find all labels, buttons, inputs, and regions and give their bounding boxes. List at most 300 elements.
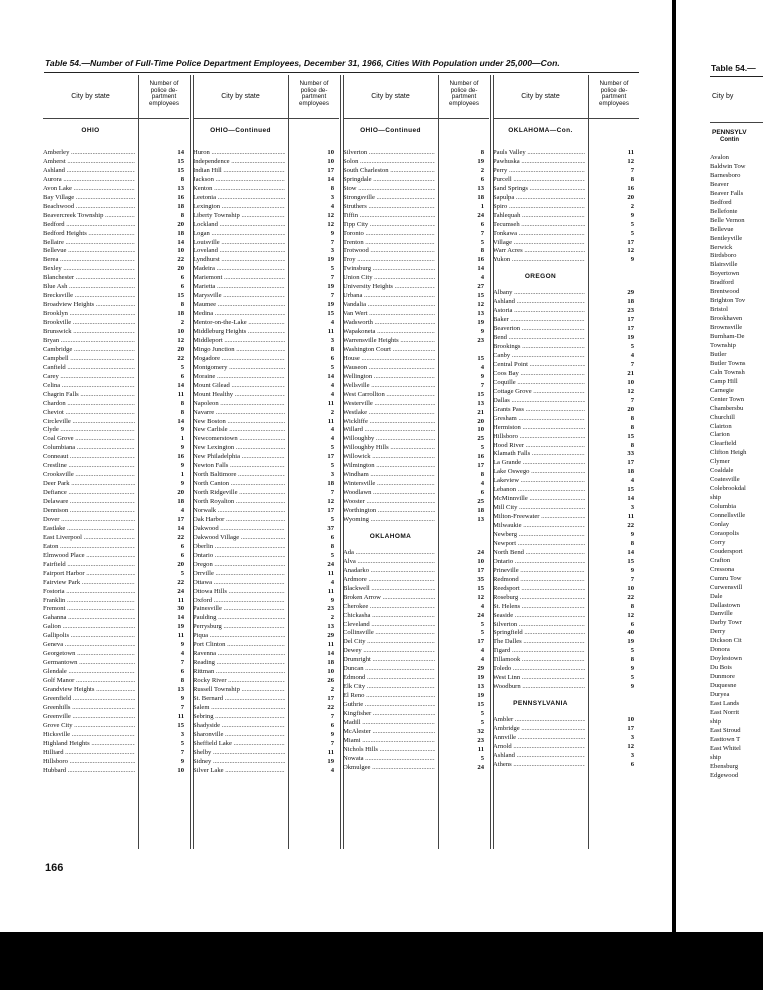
city-name: Hood River ..... xyxy=(493,441,585,450)
table-row xyxy=(43,542,189,551)
employee-count: 19 xyxy=(627,334,634,342)
city-name: Lockland ..... xyxy=(193,220,285,229)
title-rule xyxy=(44,72,639,73)
header-employees-line: Number of xyxy=(449,80,479,87)
employee-count: 3 xyxy=(630,734,634,741)
employee-count: 22 xyxy=(627,522,634,530)
table-row xyxy=(193,685,339,694)
table-row xyxy=(493,539,639,548)
employee-count: 12 xyxy=(477,593,484,601)
table-row xyxy=(193,434,339,443)
table-row xyxy=(493,628,639,637)
table-row xyxy=(193,730,339,739)
city-name: Boyertown xyxy=(710,270,740,278)
table-row xyxy=(343,718,489,727)
city-name: Struthers ..... xyxy=(343,202,435,211)
employee-count: 14 xyxy=(627,548,634,556)
table-row xyxy=(43,506,189,515)
header-employees-line: employees xyxy=(599,99,629,107)
table-row xyxy=(193,703,339,712)
table-row xyxy=(710,627,763,636)
city-name: Campbell ..... xyxy=(43,354,135,363)
city-name: Ashland ..... xyxy=(493,297,585,306)
city-name: East Liverpool ..... xyxy=(43,533,135,542)
header-employees-line: Number of xyxy=(149,80,179,87)
employee-count: 10 xyxy=(177,328,184,335)
employee-count: 18 xyxy=(627,468,634,476)
table-row xyxy=(710,654,763,663)
employee-count: 17 xyxy=(627,459,634,467)
table-row xyxy=(343,363,489,372)
city-name: Mill City ..... xyxy=(493,503,585,512)
employee-count: 23 xyxy=(477,336,484,344)
table-row xyxy=(493,432,639,441)
employee-count: 12 xyxy=(627,742,634,750)
city-name: Brighton Tov xyxy=(710,297,746,305)
table-row xyxy=(493,557,639,566)
table-row xyxy=(493,566,639,575)
employee-count: 11 xyxy=(177,632,184,640)
city-name: Brooklyn ..... xyxy=(43,309,135,318)
city-name: Tillamook ..... xyxy=(493,655,585,664)
table-row xyxy=(193,640,339,649)
employee-count: 1 xyxy=(480,202,484,210)
table-row xyxy=(343,488,489,497)
table-row xyxy=(43,631,189,640)
employee-count: 17 xyxy=(327,166,334,174)
employee-count: 33 xyxy=(627,450,634,458)
employee-count: 12 xyxy=(327,498,334,506)
employee-count: 6 xyxy=(630,620,634,628)
table-row xyxy=(343,754,489,763)
employee-count: 10 xyxy=(477,557,484,565)
table-row xyxy=(193,766,339,775)
table-block-4 xyxy=(493,75,644,855)
table-row xyxy=(710,332,763,341)
employee-count: 18 xyxy=(177,310,184,318)
table-row xyxy=(343,637,489,646)
table-row xyxy=(343,584,489,593)
city-name: Cherokee ..... xyxy=(343,602,435,611)
employee-count: 2 xyxy=(330,408,334,416)
employee-count: 20 xyxy=(177,489,184,497)
table-row xyxy=(710,645,763,654)
employee-count: 8 xyxy=(330,345,334,353)
employee-count: 3 xyxy=(630,504,634,512)
employee-count: 4 xyxy=(330,435,334,443)
employee-count: 32 xyxy=(477,727,484,735)
city-name: House ..... xyxy=(343,354,435,363)
table-row xyxy=(710,618,763,627)
table-row xyxy=(343,691,489,700)
table-row xyxy=(343,175,489,184)
city-name: Tipp City ..... xyxy=(343,220,435,229)
header-rule xyxy=(343,118,489,119)
city-name: Reading ..... xyxy=(193,658,285,667)
table-row xyxy=(710,466,763,475)
state-heading: OHIO—Continued xyxy=(360,127,421,134)
city-name: Bellaire ..... xyxy=(43,238,135,247)
table-row xyxy=(193,551,339,560)
table-row xyxy=(493,458,639,467)
city-name: Sand Springs ..... xyxy=(493,184,585,193)
employee-count: 14 xyxy=(627,495,634,503)
city-name: Eaton ..... xyxy=(43,542,135,551)
city-name: Bellevue ..... xyxy=(43,246,135,255)
city-name: Duncan ..... xyxy=(343,664,435,673)
table-row xyxy=(710,162,763,171)
table-row xyxy=(710,753,763,762)
city-name: Seaside ..... xyxy=(493,611,585,620)
table-row xyxy=(710,243,763,252)
table-row xyxy=(493,742,639,751)
employee-count: 15 xyxy=(177,157,184,165)
city-name: Gahanna ..... xyxy=(43,613,135,622)
city-name: Darby Towr xyxy=(710,619,742,627)
city-name: Navarre ..... xyxy=(193,408,285,417)
employee-count: 16 xyxy=(477,453,484,461)
employee-count: 14 xyxy=(177,417,184,425)
table-row xyxy=(343,434,489,443)
city-name: Cottage Grove ..... xyxy=(493,387,585,396)
employee-count: 5 xyxy=(630,674,634,682)
employee-count: 29 xyxy=(477,665,484,673)
city-name: Columbiana ..... xyxy=(43,443,135,452)
city-name: ship xyxy=(710,494,721,502)
employee-count: 18 xyxy=(177,498,184,506)
city-name: Cressona xyxy=(710,565,735,573)
header-city: City by xyxy=(712,93,734,100)
table-row xyxy=(43,443,189,452)
header-employees-line: partment xyxy=(301,93,327,101)
city-name: Woodlawn ..... xyxy=(343,488,435,497)
table-row xyxy=(43,757,189,766)
table-row xyxy=(343,443,489,452)
employee-count: 19 xyxy=(327,283,334,291)
table-row xyxy=(710,547,763,556)
table-row xyxy=(43,712,189,721)
employee-count: 10 xyxy=(327,149,334,156)
city-name: Tigard ..... xyxy=(493,646,585,655)
city-name: Anadarko ..... xyxy=(343,566,435,575)
city-name: West Linn ..... xyxy=(493,673,585,682)
table-row xyxy=(193,354,339,363)
employee-count: 10 xyxy=(627,584,634,592)
table-row xyxy=(493,724,639,733)
table-row xyxy=(493,494,639,503)
city-name: Newberg ..... xyxy=(493,530,585,539)
table-row xyxy=(710,735,763,744)
table-row xyxy=(193,148,339,157)
table-row xyxy=(710,260,763,269)
city-name: Edgewood xyxy=(710,771,739,779)
table-row xyxy=(193,372,339,381)
employee-count: 5 xyxy=(330,515,334,523)
employee-count: 9 xyxy=(330,596,334,604)
employee-count: 20 xyxy=(177,560,184,568)
table-row xyxy=(493,715,639,724)
table-row xyxy=(193,488,339,497)
employee-count: 2 xyxy=(630,202,634,210)
employee-count: 12 xyxy=(477,301,484,309)
table-row xyxy=(343,557,489,566)
table-row xyxy=(193,264,339,273)
city-name: Independence ..... xyxy=(193,157,285,166)
city-name: Gallipolis ..... xyxy=(43,631,135,640)
table-row xyxy=(710,502,763,511)
city-name: La Grande ..... xyxy=(493,458,585,467)
header-employees-line: Number of xyxy=(299,80,329,87)
city-name: Ardmore ..... xyxy=(343,575,435,584)
city-name: Coquille ..... xyxy=(493,378,585,387)
employee-count: 7 xyxy=(330,274,334,282)
city-name: North Ridgeville ..... xyxy=(193,488,285,497)
city-name: Easttown T xyxy=(710,735,741,743)
employee-count: 8 xyxy=(630,423,634,431)
city-name: St. Bernard ..... xyxy=(193,694,285,703)
city-name: Trotwood ..... xyxy=(343,246,435,255)
table-row xyxy=(43,354,189,363)
table-row xyxy=(493,288,639,297)
employee-count: 2 xyxy=(480,166,484,174)
table-row xyxy=(710,278,763,287)
employee-count: 11 xyxy=(327,587,334,595)
table-row xyxy=(710,251,763,260)
employee-count: 16 xyxy=(477,256,484,264)
employee-count: 19 xyxy=(327,757,334,765)
table-row xyxy=(710,475,763,484)
city-name: Beaver Falls xyxy=(710,189,744,197)
table-row xyxy=(43,479,189,488)
table-row xyxy=(493,220,639,229)
table-row xyxy=(43,211,189,220)
city-name: Wilmington ..... xyxy=(343,461,435,470)
table-row xyxy=(43,461,189,470)
employee-count: 11 xyxy=(627,149,634,156)
table-title: Table 54.—Number of Full-Time Police Department Employees, December 31, 1966, Cities With Population under 25,000—Con. xyxy=(45,58,560,68)
city-name: Deer Park ..... xyxy=(43,479,135,488)
table-row xyxy=(343,399,489,408)
employee-count: 19 xyxy=(477,692,484,700)
table-row xyxy=(343,727,489,736)
table-row xyxy=(343,425,489,434)
table-row xyxy=(193,587,339,596)
table-row xyxy=(43,238,189,247)
table-row xyxy=(710,762,763,771)
table-row xyxy=(193,497,339,506)
city-name: Mingo Junction ..... xyxy=(193,345,285,354)
table-row xyxy=(493,255,639,264)
employee-count: 9 xyxy=(180,444,184,452)
header-employees-line: police de- xyxy=(150,86,178,94)
city-name: Bentleyville xyxy=(710,234,743,242)
city-name: Curwensvill xyxy=(710,583,743,591)
city-name: Mariemont ..... xyxy=(193,273,285,282)
table-row xyxy=(43,596,189,605)
employee-count: 14 xyxy=(177,614,184,622)
city-name: Ashland ..... xyxy=(493,751,585,760)
table-row xyxy=(493,611,639,620)
city-name: Sheffield Lake ..... xyxy=(193,739,285,748)
header-employees-line: police de- xyxy=(300,86,328,94)
city-name: Golf Manor ..... xyxy=(43,676,135,685)
employee-count: 2 xyxy=(330,614,334,622)
employee-count: 21 xyxy=(477,408,484,416)
table-row xyxy=(43,748,189,757)
header-rule xyxy=(193,118,339,119)
employee-count: 18 xyxy=(477,193,484,201)
table-row xyxy=(193,327,339,336)
table-row xyxy=(43,184,189,193)
table-row xyxy=(43,157,189,166)
city-name: Shadyside ..... xyxy=(193,721,285,730)
table-row xyxy=(710,601,763,610)
city-name: East Lands xyxy=(710,699,740,707)
state-heading-continued: Contin xyxy=(720,137,739,143)
table-row xyxy=(193,300,339,309)
employee-count: 7 xyxy=(330,292,334,300)
employee-count: 27 xyxy=(477,283,484,291)
city-name: Hermiston ..... xyxy=(493,423,585,432)
table-row xyxy=(493,467,639,476)
table-row xyxy=(343,682,489,691)
city-name: Greenfield ..... xyxy=(43,694,135,703)
table-row xyxy=(710,565,763,574)
city-name: Birdsboro xyxy=(710,252,737,260)
city-name: Brownsville xyxy=(710,324,743,332)
city-name: Clyde ..... xyxy=(43,425,135,434)
city-name: Ebensburg xyxy=(710,762,739,770)
employee-count: 7 xyxy=(480,381,484,389)
city-name: Indian Hill ..... xyxy=(193,166,285,175)
city-name: Hicksville ..... xyxy=(43,730,135,739)
employee-count: 14 xyxy=(327,650,334,658)
table-row xyxy=(343,452,489,461)
right-table-block xyxy=(712,75,763,855)
city-name: Clymer xyxy=(710,458,730,466)
table-row xyxy=(710,207,763,216)
employee-count: 13 xyxy=(177,686,184,693)
table-row xyxy=(493,229,639,238)
employee-count: 17 xyxy=(627,325,634,333)
table-row xyxy=(43,372,189,381)
city-name: Prineville ..... xyxy=(493,566,585,575)
table-row xyxy=(43,694,189,703)
table-row xyxy=(193,721,339,730)
city-name: Elk City ..... xyxy=(343,682,435,691)
city-name: Woodburn ..... xyxy=(493,682,585,691)
city-name: Wadsworth ..... xyxy=(343,318,435,327)
table-row xyxy=(493,655,639,664)
table-row xyxy=(493,646,639,655)
employee-count: 10 xyxy=(477,426,484,434)
table-row xyxy=(710,708,763,717)
city-name: Tiffin ..... xyxy=(343,211,435,220)
table-row xyxy=(493,682,639,691)
city-name: New Lexington ..... xyxy=(193,443,285,452)
city-name: Bryan ..... xyxy=(43,336,135,345)
table-row xyxy=(343,309,489,318)
city-name: Napoleon ..... xyxy=(193,399,285,408)
employee-count: 9 xyxy=(630,256,634,264)
city-name: Liberty Township ..... xyxy=(193,211,285,220)
city-name: The Dalles ..... xyxy=(493,637,585,646)
city-name: Delaware ..... xyxy=(43,497,135,506)
table-row xyxy=(193,542,339,551)
table-row xyxy=(710,511,763,520)
table-row xyxy=(493,175,639,184)
table-row xyxy=(43,667,189,676)
city-name: Ottowa Hills ..... xyxy=(193,587,285,596)
table-row xyxy=(43,721,189,730)
city-name: Grandview Heights ..... xyxy=(43,685,135,694)
employee-count: 7 xyxy=(630,575,634,583)
table-row xyxy=(493,148,639,157)
city-name: Celina ..... xyxy=(43,381,135,390)
table-row xyxy=(493,584,639,593)
table-row xyxy=(493,351,639,360)
city-name: Bellevue xyxy=(710,225,734,233)
city-name: University Heights ..... xyxy=(343,282,435,291)
employee-count: 11 xyxy=(177,596,184,604)
city-name: Village ..... xyxy=(493,238,585,247)
city-name: Bellefonte xyxy=(710,207,738,215)
table-row xyxy=(343,220,489,229)
city-name: Klamath Falls ..... xyxy=(493,449,585,458)
city-name: Solon ..... xyxy=(343,157,435,166)
city-name: Yukon ..... xyxy=(493,255,585,264)
employee-count: 15 xyxy=(177,292,184,300)
employee-count: 26 xyxy=(327,677,334,685)
employee-count: 8 xyxy=(180,677,184,685)
table-row xyxy=(193,193,339,202)
table-row xyxy=(43,578,189,587)
city-name: Purcell ..... xyxy=(493,175,585,184)
city-name: Ambler ..... xyxy=(493,715,585,724)
employee-count: 15 xyxy=(477,584,484,592)
city-name: Paulding ..... xyxy=(193,613,285,622)
employee-count: 20 xyxy=(177,220,184,228)
employee-count: 8 xyxy=(330,184,334,192)
table-row xyxy=(493,246,639,255)
employee-count: 15 xyxy=(327,310,334,318)
city-name: Camp Hill xyxy=(710,377,738,385)
employee-count: 5 xyxy=(480,629,484,637)
city-name: Baker ..... xyxy=(493,315,585,324)
employee-count: 9 xyxy=(630,531,634,538)
table-row xyxy=(343,193,489,202)
employee-count: 3 xyxy=(330,471,334,479)
city-name: Port Clinton ..... xyxy=(193,640,285,649)
city-name: Center Town xyxy=(710,395,745,403)
employee-count: 17 xyxy=(477,638,484,646)
table-row xyxy=(43,300,189,309)
city-name: Grants Pass ..... xyxy=(493,405,585,414)
employee-count: 23 xyxy=(327,605,334,613)
city-name: Broadview Heights ..... xyxy=(43,300,135,309)
employee-count: 37 xyxy=(327,524,334,532)
city-name: Highland Heights ..... xyxy=(43,739,135,748)
city-name: Coaldale xyxy=(710,467,734,475)
city-name: Logan ..... xyxy=(193,229,285,238)
table-row xyxy=(493,751,639,760)
table-row xyxy=(710,395,763,404)
employee-count: 10 xyxy=(327,157,334,165)
table-row xyxy=(710,269,763,278)
city-name: Bristol xyxy=(710,306,728,314)
employee-count: 18 xyxy=(177,202,184,210)
city-name: Rittman ..... xyxy=(193,667,285,676)
